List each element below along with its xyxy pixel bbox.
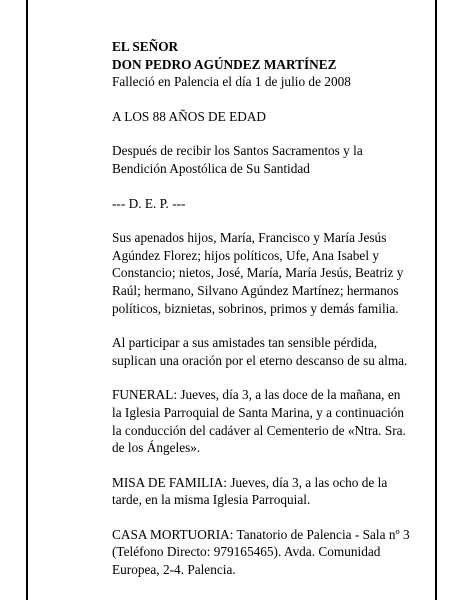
rip-line: --- D. E. P. --- xyxy=(112,195,186,211)
deceased-name: DON PEDRO AGÚNDEZ MARTÍNEZ xyxy=(112,56,337,72)
age-line: A LOS 88 AÑOS DE EDAD xyxy=(112,108,267,124)
mortuary-info: CASA MORTUORIA: Tanatorio de Palencia - Sala nº 3 (Teléfono Directo: 979165465). Avda. Comunidad Europea, 2-4. Palencia. xyxy=(112,526,410,578)
death-notice: Falleció en Palencia el día 1 de julio de 2008 xyxy=(112,74,351,90)
funeral-info: FUNERAL: Jueves, día 3, a las doce de la mañana, en la Iglesia Parroquial de Santa Marina, y a continuación la conducción del cadáver al Cementerio de «Ntra. Sra. de los Ángeles». xyxy=(112,387,406,456)
obituary-text xyxy=(112,38,412,596)
prayer-request: Al participar a sus amistades tan sensible pérdida, suplican una oración por el eterno descanso de su alma. xyxy=(112,335,408,368)
sacraments-line: Después de recibir los Santos Sacramentos y la Bendición Apostólica de Su Santidad xyxy=(112,143,363,176)
family-paragraph: Sus apenados hijos, María, Francisco y María Jesús Agúndez Florez; hijos políticos, Ufe, Ana Isabel y Constancio; nietos, José, María, María Jesús, Beatriz y Raúl; hermano, Silvano Agúndez Martínez; hermanos políticos, biznietas, sobrinos, primos y demás familia. xyxy=(112,230,404,316)
family-mass-info: MISA DE FAMILIA: Jueves, día 3, a las ocho de la tarde, en la misma Iglesia Parroquial. xyxy=(112,474,388,508)
title-line-1: EL SEÑOR xyxy=(112,39,179,54)
